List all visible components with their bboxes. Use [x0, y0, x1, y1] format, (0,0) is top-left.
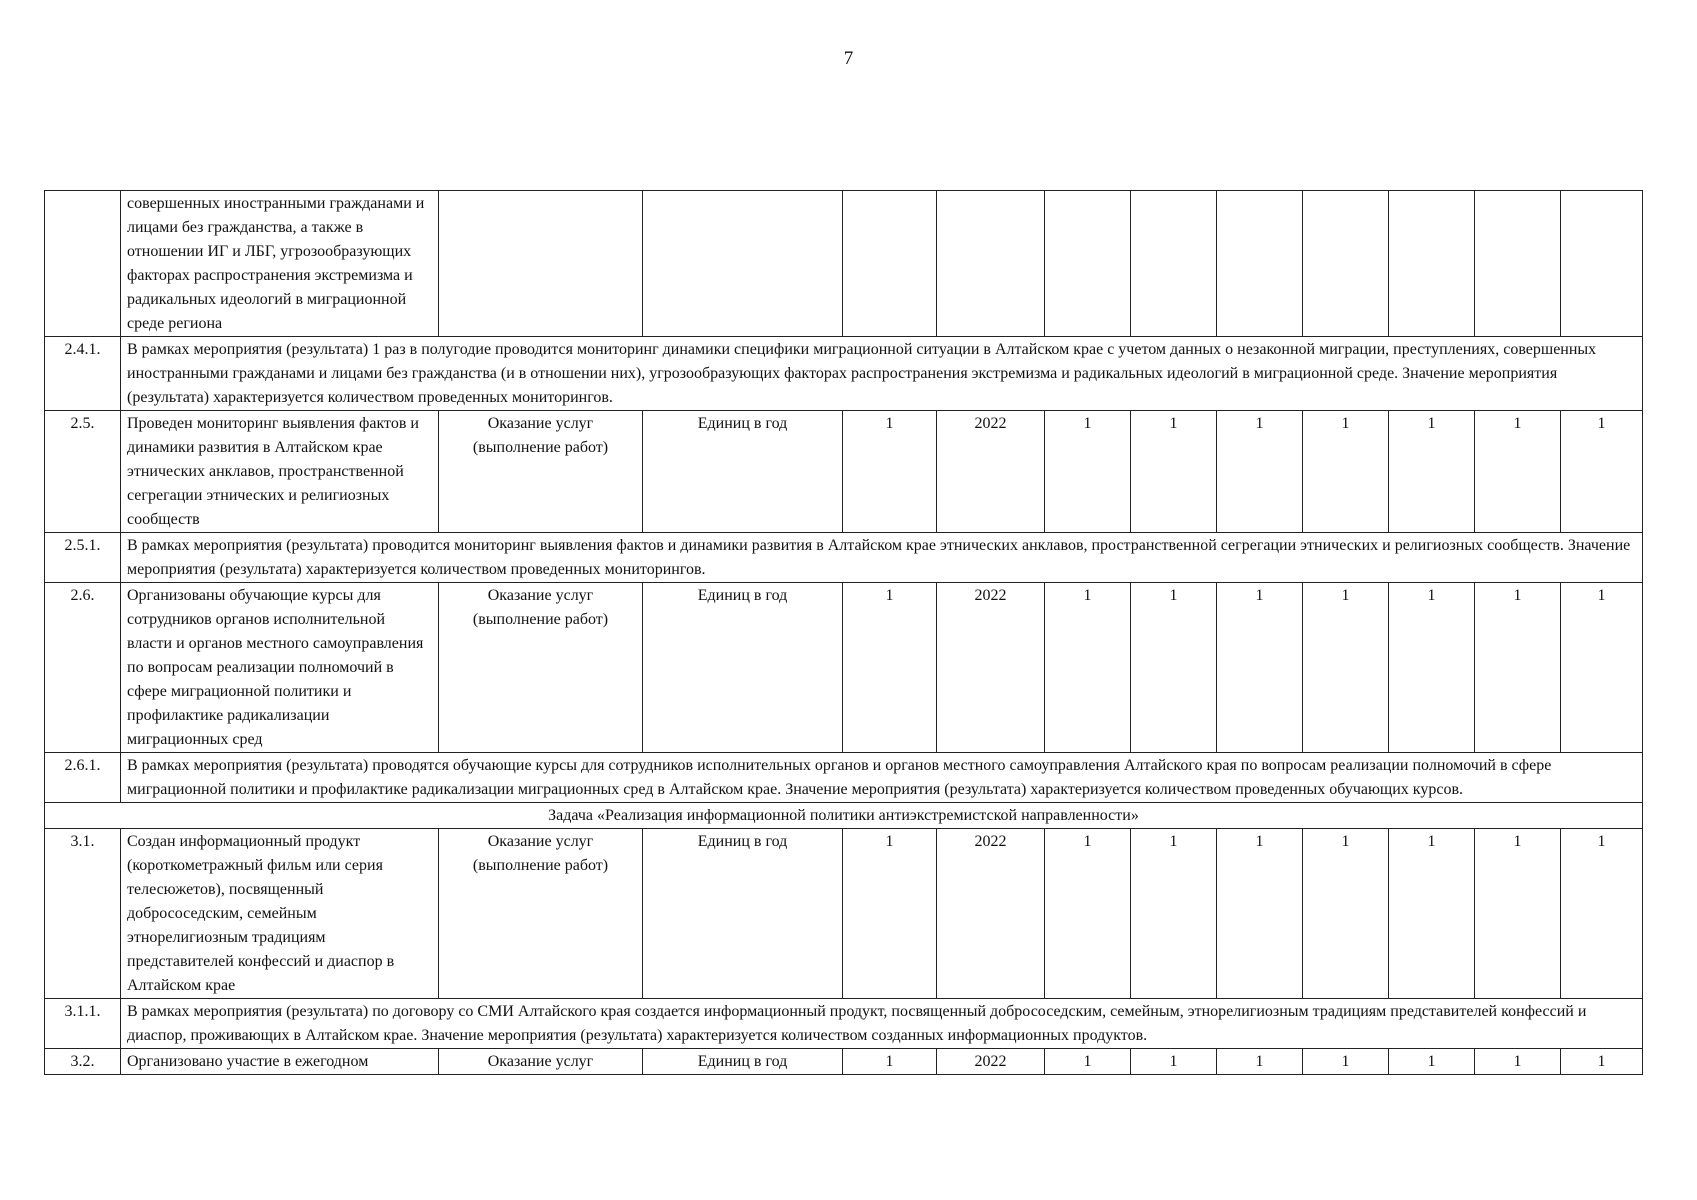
row-number: 2.6.1.	[45, 753, 121, 803]
year-value	[1217, 191, 1303, 337]
result-type: Оказание услуг	[439, 1049, 643, 1075]
base-year: 2022	[937, 829, 1045, 999]
year-value: 1	[1561, 583, 1643, 753]
year-value	[1131, 191, 1217, 337]
year-value: 1	[1389, 829, 1475, 999]
year-value: 1	[1045, 829, 1131, 999]
result-name: Организовано участие в ежегодном	[121, 1049, 439, 1075]
year-value: 1	[1303, 583, 1389, 753]
year-value: 1	[1131, 411, 1217, 533]
year-value: 1	[1217, 583, 1303, 753]
unit-of-measure: Единиц в год	[643, 829, 843, 999]
result-name: Организованы обучающие курсы для сотрудников органов исполнительной власти и органов местного самоуправления по вопросам реализации полномочий в сфере миграционной политики и профилактике радикализации миграционных сред	[121, 583, 439, 753]
unit-of-measure: Единиц в год	[643, 411, 843, 533]
row-number: 2.6.	[45, 583, 121, 753]
year-value: 1	[1475, 583, 1561, 753]
result-type: Оказание услуг (выполнение работ)	[439, 411, 643, 533]
result-description: В рамках мероприятия (результата) проводятся обучающие курсы для сотрудников исполнительных органов и органов местного самоуправления Алтайского края по вопросам реализации полномочий в сфере миграционной политики и профилактике радикализации миграционных сред в Алтайском крае. Значение мероприятия (результата) характеризуется количеством проведенных обучающих курсов.	[121, 753, 1643, 803]
result-row	[45, 411, 1643, 533]
year-value: 1	[1475, 829, 1561, 999]
year-value: 1	[1131, 583, 1217, 753]
year-value: 1	[1561, 1049, 1643, 1075]
base-value: 1	[843, 1049, 937, 1075]
year-value	[1389, 191, 1475, 337]
base-year: 2022	[937, 411, 1045, 533]
year-value: 1	[1045, 583, 1131, 753]
results-table	[44, 190, 1643, 1075]
result-row	[45, 583, 1643, 753]
base-value: 1	[843, 829, 937, 999]
year-value: 1	[1303, 1049, 1389, 1075]
base-year	[937, 191, 1045, 337]
unit-of-measure: Единиц в год	[643, 583, 843, 753]
year-value: 1	[1475, 411, 1561, 533]
description-row	[45, 753, 1643, 803]
year-value	[1475, 191, 1561, 337]
year-value: 1	[1389, 411, 1475, 533]
result-name: совершенных иностранными гражданами и лицами без гражданства, а также в отношении ИГ и ЛБГ, угрозообразующих факторах распространения экстремизма и радикальных идеологий в миграционной среде региона	[121, 191, 439, 337]
year-value	[1561, 191, 1643, 337]
result-row	[45, 1049, 1643, 1075]
year-value: 1	[1131, 1049, 1217, 1075]
result-row	[45, 191, 1643, 337]
task-row	[45, 803, 1643, 829]
base-value	[843, 191, 937, 337]
unit-of-measure: Единиц в год	[643, 1049, 843, 1075]
row-number	[45, 191, 121, 337]
result-type: Оказание услуг (выполнение работ)	[439, 583, 643, 753]
description-row	[45, 337, 1643, 411]
year-value: 1	[1045, 1049, 1131, 1075]
row-number: 2.5.1.	[45, 533, 121, 583]
year-value: 1	[1131, 829, 1217, 999]
task-heading: Задача «Реализация информационной политики антиэкстремистской направленности»	[45, 803, 1643, 829]
description-row	[45, 999, 1643, 1049]
year-value	[1045, 191, 1131, 337]
year-value: 1	[1561, 829, 1643, 999]
result-row	[45, 829, 1643, 999]
result-description: В рамках мероприятия (результата) 1 раз в полугодие проводится мониторинг динамики специфики миграционной ситуации в Алтайском крае с учетом данных о незаконной миграции, преступлениях, совершенных иностранными гражданами и лицами без гражданства (и в отношении них), угрозообразующих факторах распространения экстремизма и радикальных идеологий в миграционной среде. Значение мероприятия (результата) характеризуется количеством проведенных мониторингов.	[121, 337, 1643, 411]
year-value: 1	[1217, 1049, 1303, 1075]
year-value: 1	[1561, 411, 1643, 533]
year-value: 1	[1217, 411, 1303, 533]
year-value	[1303, 191, 1389, 337]
year-value: 1	[1303, 829, 1389, 999]
year-value: 1	[1045, 411, 1131, 533]
year-value: 1	[1303, 411, 1389, 533]
page-number: 7	[843, 48, 854, 69]
unit-of-measure	[643, 191, 843, 337]
result-name: Создан информационный продукт (короткометражный фильм или серия телесюжетов), посвященный добрососедским, семейным этнорелигиозным традициям представителей конфессий и диаспор в Алтайском крае	[121, 829, 439, 999]
base-value: 1	[843, 583, 937, 753]
base-year: 2022	[937, 1049, 1045, 1075]
row-number: 2.5.	[45, 411, 121, 533]
row-number: 3.2.	[45, 1049, 121, 1075]
base-year: 2022	[937, 583, 1045, 753]
row-number: 3.1.1.	[45, 999, 121, 1049]
result-type: Оказание услуг (выполнение работ)	[439, 829, 643, 999]
row-number: 3.1.	[45, 829, 121, 999]
result-type	[439, 191, 643, 337]
year-value: 1	[1389, 1049, 1475, 1075]
result-description: В рамках мероприятия (результата) проводится мониторинг выявления фактов и динамики развития в Алтайском крае этнических анклавов, пространственной сегрегации этнических и религиозных сообществ. Значение мероприятия (результата) характеризуется количеством проведенных мониторингов.	[121, 533, 1643, 583]
description-row	[45, 533, 1643, 583]
results-table-body	[45, 191, 1643, 1075]
year-value: 1	[1389, 583, 1475, 753]
result-description: В рамках мероприятия (результата) по договору со СМИ Алтайского края создается информационный продукт, посвященный добрососедским, семейным, этнорелигиозным традициям представителей конфессий и диаспор, проживающих в Алтайском крае. Значение мероприятия (результата) характеризуется количеством созданных информационных продуктов.	[121, 999, 1643, 1049]
year-value: 1	[1217, 829, 1303, 999]
row-number: 2.4.1.	[45, 337, 121, 411]
result-name: Проведен мониторинг выявления фактов и динамики развития в Алтайском крае этнических анклавов, пространственной сегрегации этнических и религиозных сообществ	[121, 411, 439, 533]
base-value: 1	[843, 411, 937, 533]
year-value: 1	[1475, 1049, 1561, 1075]
